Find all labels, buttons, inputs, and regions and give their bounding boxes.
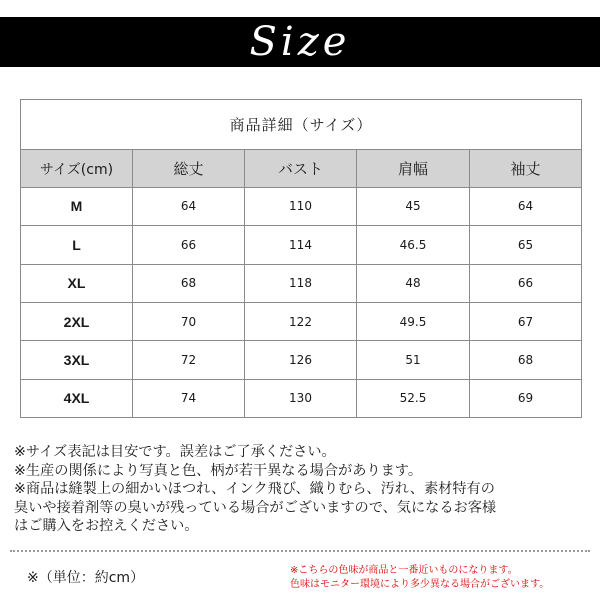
header-sleeve-length: 袖丈 [470, 150, 582, 187]
size-table [20, 99, 582, 418]
row-size-label: M [21, 187, 133, 225]
table-cell: 46.5 [357, 226, 470, 264]
table-row [21, 379, 582, 417]
table-title-row [21, 100, 582, 150]
table-cell: 114 [245, 226, 357, 264]
note-line: ※サイズ表記は目安です。誤差はご了承ください。 [14, 444, 336, 460]
table-cell: 51 [357, 341, 470, 379]
header-shoulder-width: 肩幅 [357, 150, 470, 187]
table-cell: 67 [470, 302, 582, 340]
table-cell: 70 [133, 302, 245, 340]
row-size-label: 3XL [21, 341, 133, 379]
table-row [21, 187, 582, 225]
table-cell: 130 [245, 379, 357, 417]
table-cell: 48 [357, 264, 470, 302]
color-disclaimer [290, 564, 595, 592]
note-line: ※生産の関係により写真と色、柄が若干異なる場合があります。 [14, 462, 423, 479]
table-header-row [21, 150, 582, 187]
header-bust: バスト [245, 150, 357, 187]
table-cell: 49.5 [357, 302, 470, 340]
table-cell: 68 [133, 264, 245, 302]
note-line: 臭いや接着剤等の臭いが残っている場合がございますので、気になるお客様 [14, 499, 497, 516]
table-title: 商品詳細（サイズ） [21, 100, 582, 150]
size-banner [0, 17, 600, 67]
table-cell: 122 [245, 302, 357, 340]
table-cell: 118 [245, 264, 357, 302]
table-cell: 74 [133, 379, 245, 417]
table-cell: 126 [245, 341, 357, 379]
table-cell: 65 [470, 226, 582, 264]
notes-block [14, 443, 594, 536]
table-cell: 64 [470, 187, 582, 225]
note-line: ※商品は縫製上の細かいほつれ、インク飛び、織りむら、汚れ、素材特有の [14, 481, 495, 498]
row-size-label: L [21, 226, 133, 264]
table-cell: 64 [133, 187, 245, 225]
dotted-divider [10, 550, 590, 552]
table-cell: 110 [245, 187, 357, 225]
color-note-line: ※こちらの色味が商品と一番近いものになります。 [290, 565, 518, 576]
unit-note: ※（単位：約cm） [27, 570, 145, 586]
table-cell: 72 [133, 341, 245, 379]
table-cell: 69 [470, 379, 582, 417]
table-row [21, 264, 582, 302]
table-cell: 68 [470, 341, 582, 379]
table-cell: 52.5 [357, 379, 470, 417]
color-note-line: 色味はモニター環境により多少異なる場合がございます。 [290, 579, 550, 590]
row-size-label: 2XL [21, 302, 133, 340]
header-total-length: 総丈 [133, 150, 245, 187]
table-row [21, 226, 582, 264]
banner-title: Size [249, 19, 351, 65]
table-cell: 66 [133, 226, 245, 264]
row-size-label: 4XL [21, 379, 133, 417]
table-cell: 45 [357, 187, 470, 225]
note-line: はご購入をお控えください。 [14, 518, 199, 535]
table-row [21, 302, 582, 340]
row-size-label: XL [21, 264, 133, 302]
table-row [21, 341, 582, 379]
header-size: サイズ(cm) [21, 150, 133, 187]
table-cell: 66 [470, 264, 582, 302]
